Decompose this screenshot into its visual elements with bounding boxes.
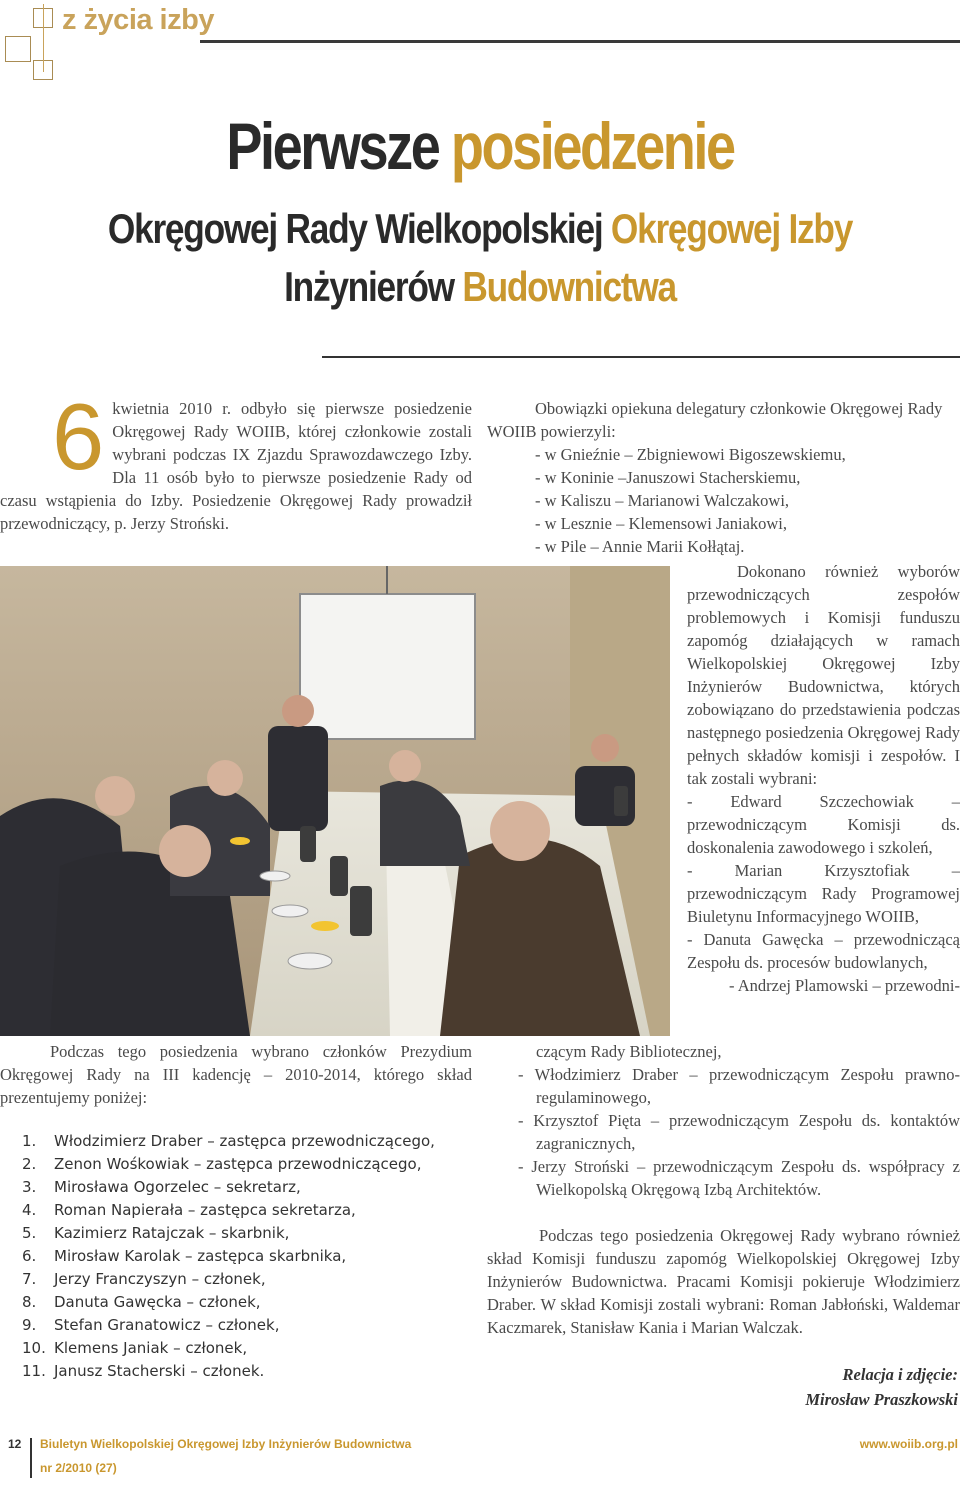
drop-cap: 6 — [52, 384, 105, 489]
committees-continued — [510, 1040, 960, 1201]
footer-divider — [30, 1438, 32, 1478]
section-label: z życia izby — [62, 4, 214, 36]
article-title — [86, 108, 873, 184]
subtitle-line3-gold: Budownictwa — [462, 263, 676, 310]
lead-paragraph — [0, 384, 472, 535]
committee-item: - Edward Szczechowiak – przewodniczącym Komisji ds. doskonalenia zawodowego i szkoleń, — [687, 792, 960, 857]
delegations-block — [487, 397, 960, 558]
delegation-item: - w Koninie –Januszowi Stacherskiemu, — [535, 468, 801, 487]
lead-text: kwietnia 2010 r. odbyło się pierwsze posiedzenie Okręgowej Rady WOIIB, której członkowie zostali wybrani podczas IX Zjazdu Sprawozdawczego Izby. Dla 11 osób było to pierwsze posiedzenie Rady od czasu wstąpienia do Izby. Posiedzenie Okręgowej Rady prowadził przewodniczący, p. Jerzy Stroński. — [0, 399, 472, 533]
members-list — [22, 1130, 482, 1383]
committee-item: - Jerzy Stroński – przewodniczącym Zespołu ds. współpracy z Wielkopolską Okręgową Izbą Architektów. — [518, 1157, 960, 1199]
delegation-item: - w Kaliszu – Marianowi Walczakowi, — [535, 491, 790, 510]
committees-intro: Dokonano również wyborów przewodniczących zespołów problemowych i Komisji funduszu zapomóg działających w ramach Wielkopolskiej Okręgowej Izby Inżynierów Budownictwa, których zobowiązano do przedstawienia podczas następnego posiedzenia Okręgowej Rady pełnych składów komisji i zespołów. I tak zostali wybrani: — [687, 562, 960, 788]
subtitle-line2-gold: Okręgowej Izby — [610, 205, 853, 252]
list-item: 1. Włodzimierz Draber – zastępca przewodniczącego, — [22, 1132, 435, 1150]
photo-caption — [0, 1040, 472, 1109]
list-item: 6. Mirosław Karolak – zastępca skarbnika, — [22, 1247, 347, 1265]
header-rule — [200, 40, 960, 43]
list-item: 9. Stefan Granatowicz – członek, — [22, 1316, 280, 1334]
credit-author: Mirosław Praszkowski — [805, 1390, 958, 1409]
caption-text: Podczas tego posiedzenia wybrano członków Prezydium Okręgowej Rady na III kadencję – 2010-2014, którego skład prezentujemy poniżej: — [0, 1042, 472, 1107]
title-line1-gold: posiedzenie — [450, 109, 734, 183]
committees-block — [687, 560, 960, 997]
list-item: 2. Zenon Wośkowiak – zastępca przewodniczącego, — [22, 1155, 422, 1173]
publication-title: Biuletyn Wielkopolskiej Okręgowej Izby Inżynierów Budownictwa — [40, 1437, 412, 1451]
subtitle-line2-dark: Okręgowej Rady Wielkopolskiej — [107, 205, 603, 252]
delegation-item: - w Lesznie – Klemensowi Janiakowi, — [535, 514, 788, 533]
issue-number: nr 2/2010 (27) — [40, 1461, 117, 1475]
delegation-item: - w Gnieźnie – Zbigniewowi Bigoszewskiemu, — [535, 445, 846, 464]
list-item: 5. Kazimierz Ratajczak – skarbnik, — [22, 1224, 290, 1242]
list-item: 11. Janusz Stacherski – członek. — [22, 1362, 265, 1380]
list-item: 8. Danuta Gawęcka – członek, — [22, 1293, 261, 1311]
committee-item-cont: czącym Rady Bibliotecznej, — [536, 1042, 722, 1061]
subtitle-line3-dark: Inżynierów — [284, 263, 454, 310]
delegation-item: - w Pile – Annie Marii Kołłątaj. — [535, 537, 745, 556]
delegations-intro: Obowiązki opiekuna delegatury członkowie Okręgowej Rady WOIIB powierzyli: — [487, 399, 943, 441]
list-item: 4. Roman Napierała – zastępca sekretarza, — [22, 1201, 356, 1219]
title-line1-dark: Pierwsze — [226, 109, 439, 183]
article-credit — [805, 1362, 958, 1412]
meeting-photo — [0, 566, 670, 1036]
website-link[interactable]: www.woiib.org.pl — [859, 1437, 958, 1451]
list-item: 3. Mirosława Ogorzelec – sekretarz, — [22, 1178, 301, 1196]
committee-item: - Andrzej Plamowski – przewodni- — [729, 976, 960, 995]
title-rule — [322, 356, 960, 358]
committee-item: - Włodzimierz Draber – przewodniczącym Zespołu prawno-regulaminowego, — [518, 1065, 960, 1107]
page-number: 12 — [8, 1437, 22, 1451]
committee-item: - Marian Krzysztofiak – przewodniczącym Rady Programowej Biuletynu Informacyjnego WOIIB, — [687, 861, 960, 926]
final-paragraph — [487, 1224, 960, 1339]
list-item: 7. Jerzy Franczyszyn – członek, — [22, 1270, 266, 1288]
final-text: Podczas tego posiedzenia Okręgowej Rady wybrano również skład Komisji funduszu zapomóg Wielkopolskiej Okręgowej Izby Inżynierów Budownictwa. Pracami Komisji pokieruje Włodzimierz Draber. W skład Komisji zostali wybrani: Roman Jabłoński, Waldemar Kaczmarek, Stanisław Kania i Marian Walczak. — [487, 1226, 960, 1337]
credit-line1: Relacja i zdjęcie: — [842, 1365, 958, 1384]
committee-item: - Krzysztof Pięta – przewodniczącym Zespołu ds. kontaktów zagranicznych, — [518, 1111, 960, 1153]
article-subtitle — [77, 200, 883, 316]
section-divider — [43, 4, 44, 72]
committee-item: - Danuta Gawęcka – przewodniczącą Zespołu ds. procesów budowlanych, — [687, 930, 960, 972]
list-item: 10. Klemens Janiak – członek, — [22, 1339, 248, 1357]
